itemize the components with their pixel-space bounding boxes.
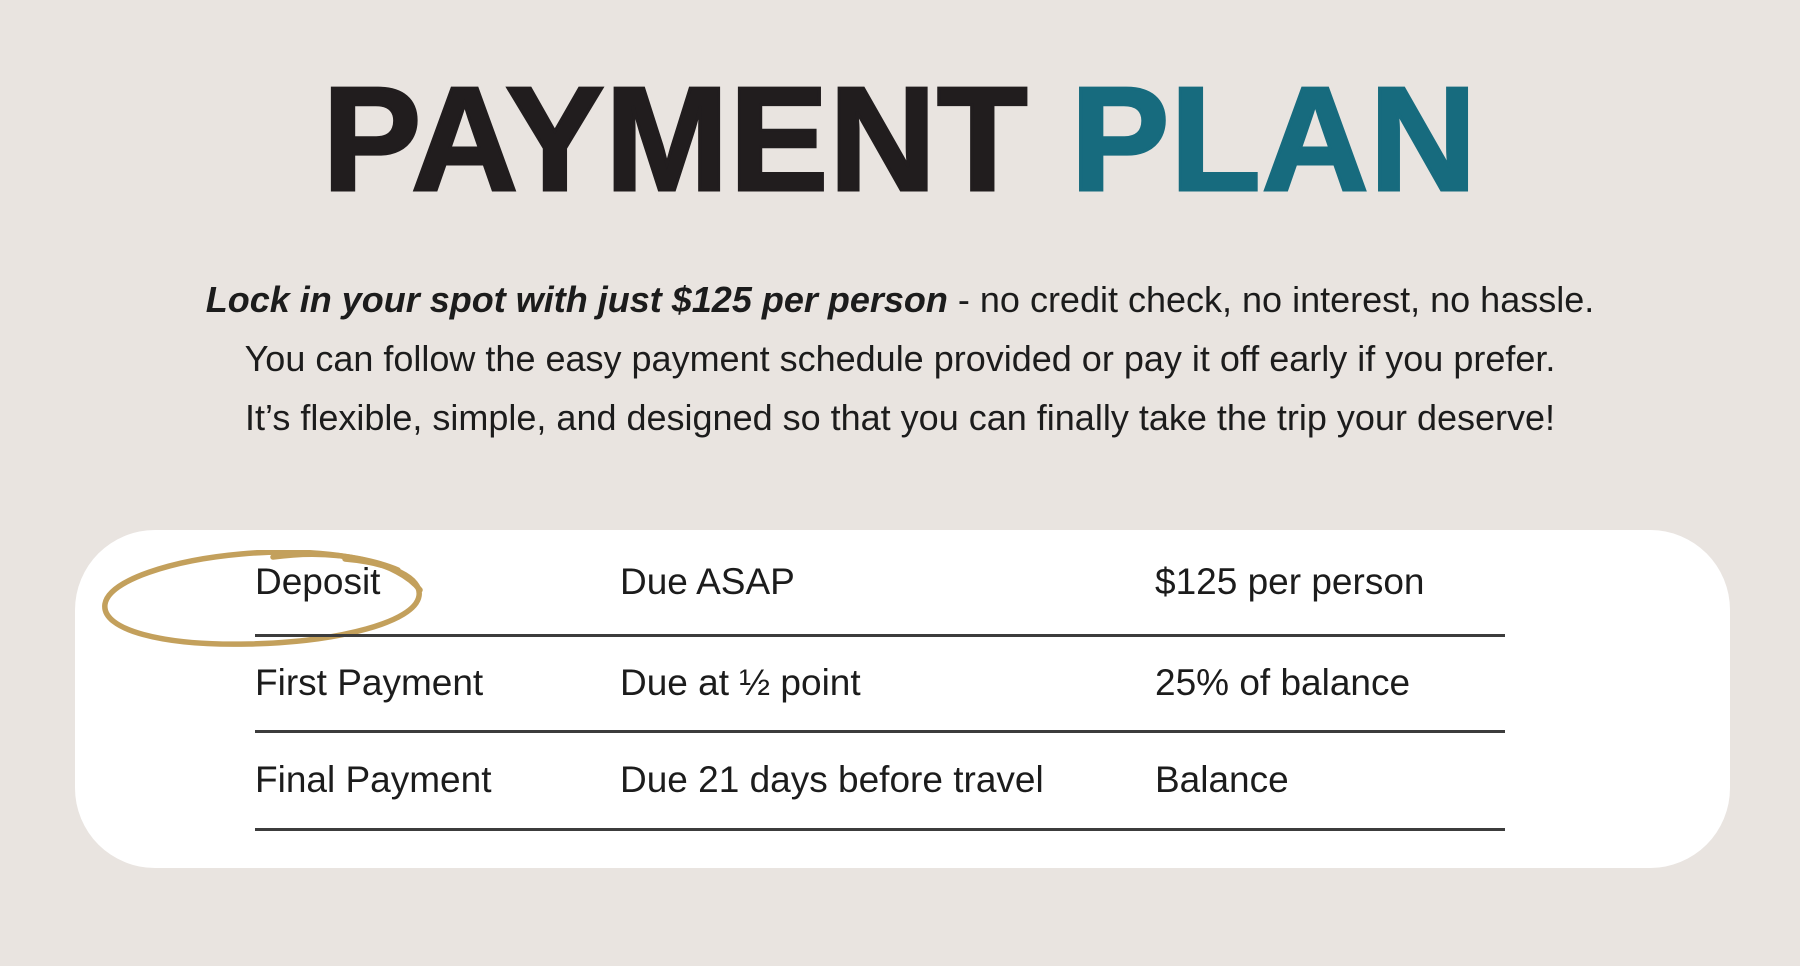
final-payment-amount: Balance — [1155, 759, 1289, 801]
payment-schedule-table — [255, 530, 1505, 831]
title-space — [1029, 57, 1071, 222]
table-row-first-payment — [255, 637, 1505, 733]
page-title — [0, 57, 1800, 222]
table-row-final-payment — [255, 733, 1505, 831]
payment-schedule-card — [75, 530, 1730, 868]
title-word-payment: PAYMENT — [322, 57, 1029, 222]
first-payment-label: First Payment — [255, 662, 484, 704]
title-word-plan: PLAN — [1070, 57, 1478, 222]
first-payment-amount: 25% of balance — [1155, 662, 1411, 704]
final-payment-label: Final Payment — [255, 759, 492, 801]
intro-line-1-rest: - no credit check, no interest, no hassle. — [947, 279, 1595, 320]
first-payment-due: Due at ½ point — [620, 662, 861, 704]
final-payment-due: Due 21 days before travel — [620, 759, 1044, 801]
deposit-label: Deposit — [255, 560, 381, 602]
intro-line-2: You can follow the easy payment schedule provided or pay it off early if you prefer. — [244, 338, 1556, 379]
intro-paragraph — [0, 270, 1800, 447]
intro-line-3: It’s flexible, simple, and designed so that you can finally take the trip your deserve! — [244, 397, 1556, 438]
intro-line-1 — [0, 270, 1800, 329]
deposit-due: Due ASAP — [620, 560, 795, 602]
deposit-amount: $125 per person — [1155, 560, 1425, 602]
table-row-deposit — [255, 530, 1505, 637]
intro-line-1-emphasis: Lock in your spot with just $125 per person — [205, 279, 948, 320]
